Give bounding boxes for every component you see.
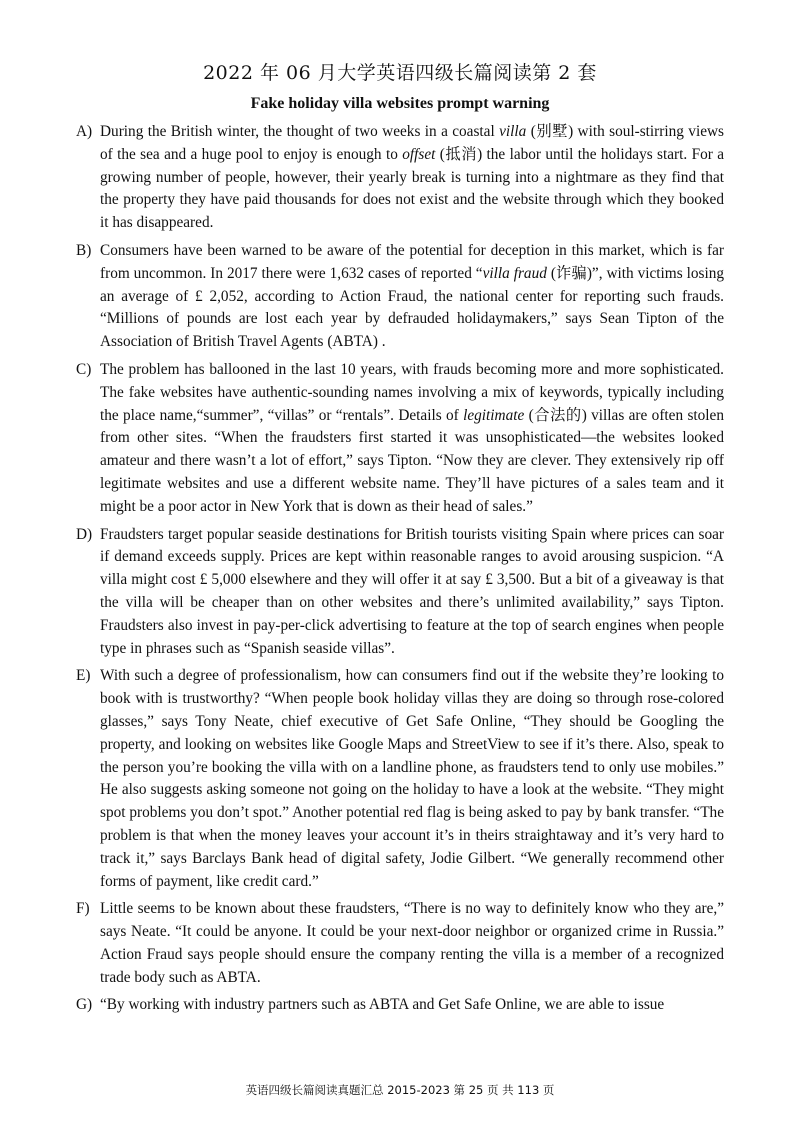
paragraph-d: [76, 524, 724, 661]
paragraph-g: [76, 994, 724, 1017]
article-body: [76, 121, 724, 1022]
paragraph-label: F): [76, 900, 90, 918]
page-title: 2022 年 06 月大学英语四级长篇阅读第 2 套: [203, 62, 597, 84]
paragraph-text: “By working with industry partners such as ABTA and Get Safe Online, we are able to issue: [100, 996, 665, 1014]
paragraph-b: [76, 240, 724, 354]
paragraph-label: A): [76, 123, 93, 140]
page-footer: 英语四级长篇阅读真题汇总 2015-2023 第 25 页 共 113 页: [245, 1083, 555, 1097]
paragraph-label: C): [76, 360, 92, 378]
article-title: Fake holiday villa websites prompt warning: [250, 95, 550, 112]
paragraph-label: E): [76, 667, 91, 685]
paragraph-label: D): [76, 525, 93, 543]
paragraph-label: B): [76, 241, 92, 259]
paragraph-e: [76, 665, 724, 893]
paragraph-c: [76, 359, 724, 519]
paragraph-text: Little seems to be known about these fraudsters, “There is no way to definitely know who they are,” says Neate. “It could be anyone. It could be your next-door neighbor or organized crime in Russia.” Action Fraud says people should ensure the company renting the villa is a member of a recognized trade body such as ABTA.: [100, 900, 724, 986]
paragraph-text: Consumers have been warned to be aware of the potential for deception in this market, which is far from uncommon. In 2017 there were 1,632 cases of reported “villa fraud (诈骗)”, with victims losing an average of £ 2,052, according to Action Fraud, the national center for reporting such frauds. “Millions of pounds are lost each year by defrauded holidaymakers,” says Sean Tipton of the Association of British Travel Agents (ABTA) .: [100, 241, 724, 351]
paragraph-text: During the British winter, the thought of two weeks in a coastal villa (别墅) with soul-stirring views of the sea and a huge pool to enjoy is enough to offset (抵消) the labor until the holidays start. For a growing number of people, however, their yearly break is turning into a nightmare as they find that the property they have paid thousands for does not exist and the website through which they booked it has disappeared.: [100, 123, 724, 232]
paragraph-text: With such a degree of professionalism, how can consumers find out if the website they’re looking to book with is trustworthy? “When people book holiday villas they are doing so through rose-colored glasses,” says Tony Neate, chief executive of Get Safe Online, “They should be Googling the property, and looking on websites like Google Maps and StreetView to see if it’s there. Also, speak to the person you’re booking the villa with on a landline phone, as fraudsters tend to only use mobiles.” He also suggests asking someone not going on the holiday to have a look at the website. “They might spot problems you don’t spot.” Another potential red flag is being asked to pay by bank transfer. “The problem is that when the money leaves your account it’s in theirs straightaway and it’s very hard to track it,” says Barclays Bank head of digital safety, Jodie Gilbert. “We generally recommend other forms of payment, like credit card.”: [100, 667, 724, 890]
paragraph-text: Fraudsters target popular seaside destinations for British tourists visiting Spain where prices can soar if demand exceeds supply. Prices are kept within reasonable ranges to avoid arousing suspicion. “A villa might cost £ 5,000 elsewhere and they will offer it at say £ 3,500. But a bit of a giveaway is that the villa will be cheaper than on other websites and there’s unlimited availability,” says Tipton. Fraudsters also invest in pay-per-click advertising to feature at the top of search engines when people type in phrases such as “Spanish seaside villas”.: [100, 525, 724, 657]
paragraph-a: [76, 121, 724, 235]
paragraph-text: The problem has ballooned in the last 10 years, with frauds becoming more and more sophisticated. The fake websites have authentic-sounding names involving a mix of keywords, typically including the place name,“summer”, “villas” or “rentals”. Details of legitimate (合法的) villas are often stolen from other sites. “When the fraudsters first started it was unsophisticated—the websites looked amateur and there wasn’t a lot of effort,” says Tipton. “Now they are clever. They extensively rip off legitimate websites and use a different website name. They’ll have pictures of a sales team and it might be a poor actor in New York that is down as their head of sales.”: [100, 360, 724, 515]
paragraph-label: G): [76, 996, 93, 1014]
paragraph-f: [76, 898, 724, 989]
